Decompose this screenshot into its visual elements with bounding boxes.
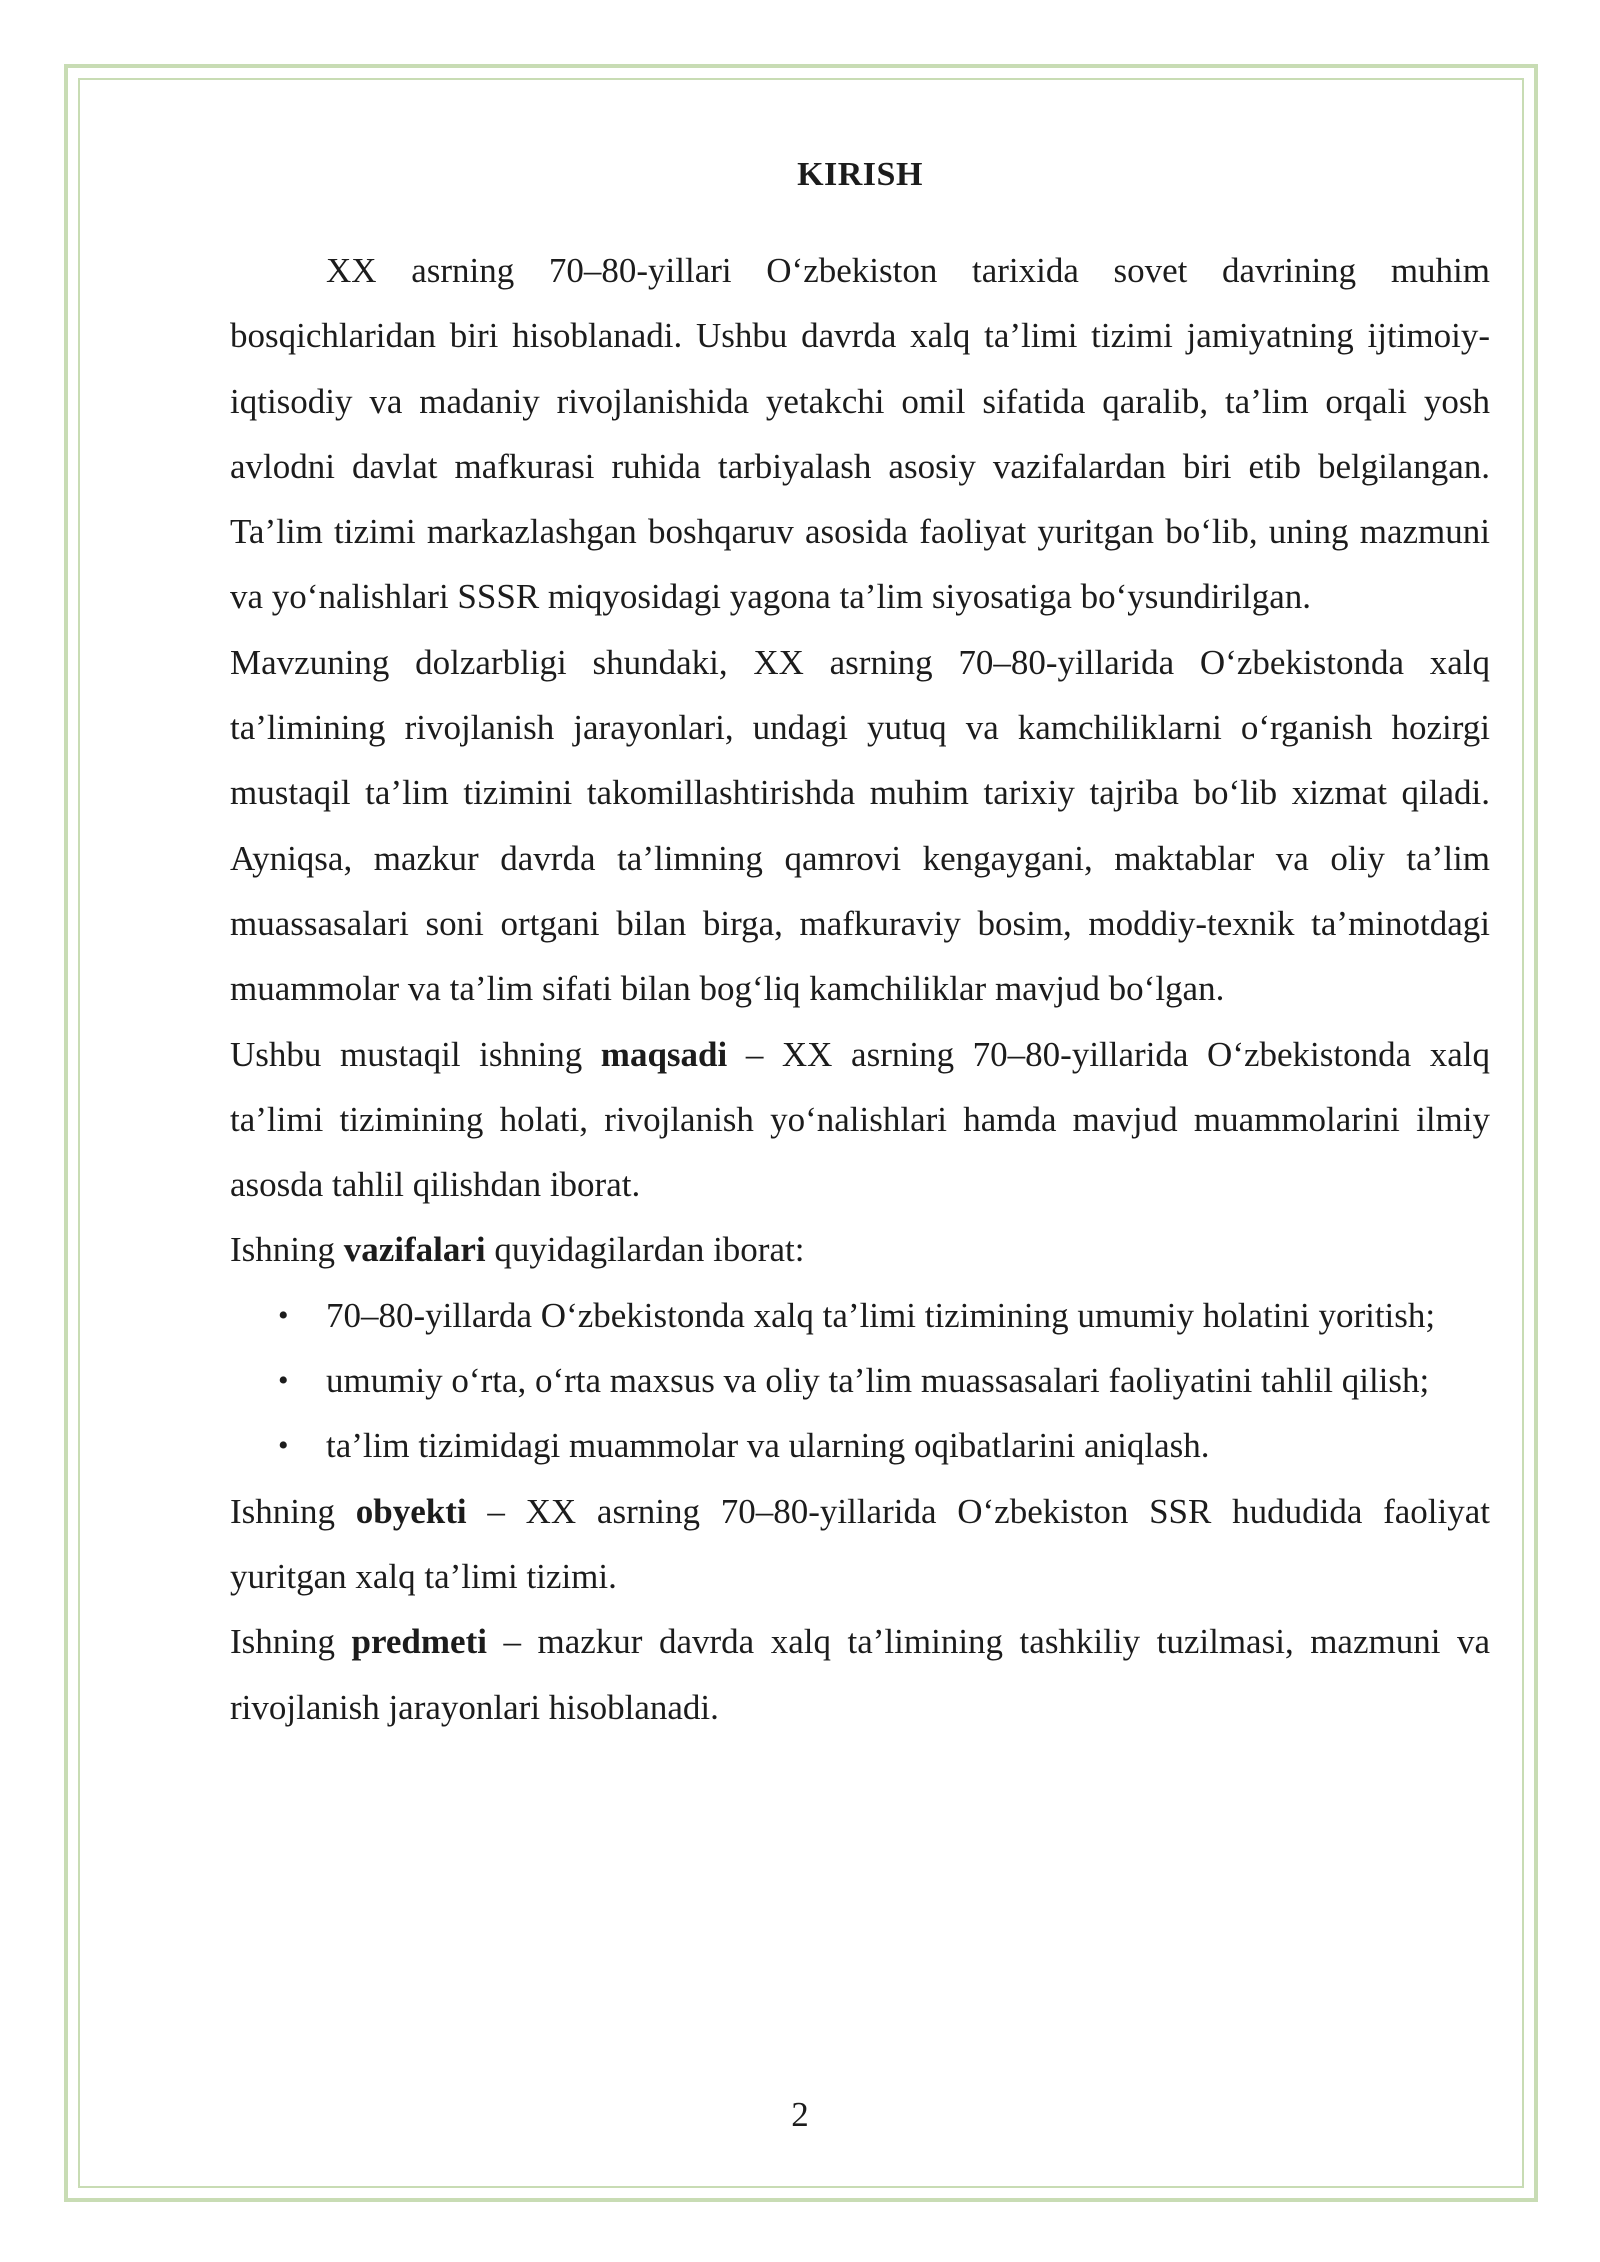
tasks-list [230,1283,1490,1479]
subject-paragraph [230,1609,1490,1740]
tasks-intro-paragraph [230,1217,1490,1282]
object-lead: Ishning [230,1491,356,1531]
section-title: KIRISH [797,156,923,193]
document-body [230,150,1490,1740]
task-text: ta’lim tizimidagi muammolar va ularning oqibatlarini aniqlash. [326,1426,1210,1466]
subject-lead: Ishning [230,1622,352,1662]
object-keyword: obyekti [355,1491,467,1531]
intro-paragraph: XX asrning 70–80-yillari O‘zbekiston tarixida sovet davrining muhim bosqichlaridan biri hisoblanadi. Ushbu davrda xalq ta’limi tizimi jamiyatning ijtimoiy-iqtisodiy va madaniy rivojlanishida yetakchi omil sifatida qaralib, ta’lim orqali yosh avlodni davlat mafkurasi ruhida tarbiyalash asosiy vazifalardan biri etib belgilangan. Ta’lim tizimi markazlashgan boshqaruv asosida faoliyat yuritgan bo‘lib, uning mazmuni va yo‘nalishlari SSSR miqyosidagi yagona ta’lim siyosatiga bo‘ysundirilgan. [230,251,1490,617]
list-item [230,1413,1490,1478]
subject-text: – mazkur davrda xalq ta’limining tashkiliy tuzilmasi, mazmuni va rivojlanish jarayonlari hisoblanadi. [230,1622,1491,1727]
page-number: 2 [791,2095,809,2134]
subject-keyword: predmeti [351,1622,487,1662]
task-text: 70–80-yillarda O‘zbekistonda xalq ta’limi tizimining umumiy holatini yoritish; [326,1295,1436,1335]
tasks-lead: Ishning [230,1230,344,1270]
object-paragraph [230,1479,1490,1610]
list-item [230,1283,1490,1348]
bullet-icon: • [278,1298,289,1332]
goal-keyword: maqsadi [600,1034,728,1074]
tasks-text: quyidagilardan iborat: [485,1230,805,1270]
bullet-icon: • [278,1429,289,1463]
goal-text: – XX asrning 70–80-yillarida O‘zbekistonda xalq ta’limi tizimining holati, rivojlanish yo‘nalishlari hamda mavjud muammolarini ilmiy asosda tahlil qilishdan iborat. [230,1034,1490,1205]
relevance-paragraph: Mavzuning dolzarbligi shundaki, XX asrning 70–80-yillarida O‘zbekistonda xalq ta’limining rivojlanish jarayonlari, undagi yutuq va kamchiliklarni o‘rganish hozirgi mustaqil ta’lim tizimini takomillashtirishda muhim tarixiy tajriba bo‘lib xizmat qiladi. Ayniqsa, mazkur davrda ta’limning qamrovi kengaygani, maktablar va oliy ta’lim muassasalari soni ortgani bilan birga, mafkuraviy bosim, moddiy-texnik ta’minotdagi muammolar va ta’lim sifati bilan bog‘liq kamchiliklar mavjud bo‘lgan. [230,642,1490,1009]
bullet-icon: • [278,1364,289,1398]
goal-paragraph [230,1022,1490,1218]
goal-lead: Ushbu mustaqil ishning [230,1034,601,1074]
list-item [230,1348,1490,1413]
tasks-keyword: vazifalari [343,1230,486,1270]
task-text: umumiy o‘rta, o‘rta maxsus va oliy ta’lim muassasalari faoliyatini tahlil qilish; [326,1361,1430,1401]
object-text: – XX asrning 70–80-yillarida O‘zbekiston SSR hududida faoliyat yuritgan xalq ta’limi tizimi. [230,1491,1491,1596]
